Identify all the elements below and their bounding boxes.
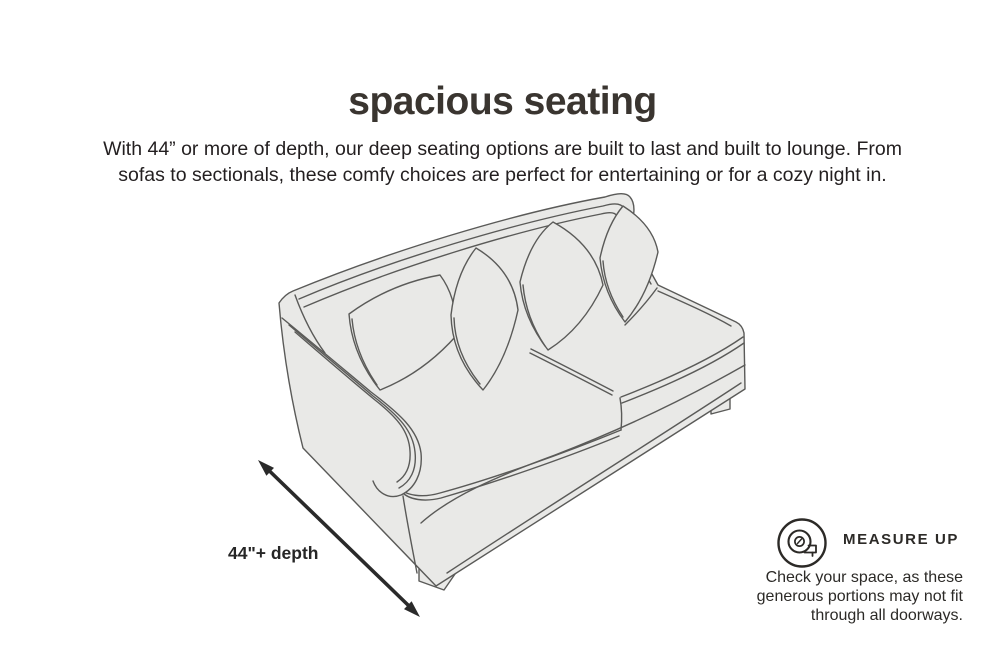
intro-text — [0, 136, 1005, 188]
measure-up-note — [735, 568, 963, 625]
measure-up-heading: MEASURE UP — [843, 531, 960, 548]
measure-note-line-3: through all doorways. — [810, 607, 963, 624]
sofa-line-art — [279, 194, 745, 590]
measure-note-line-2: generous portions may not fit — [756, 588, 963, 605]
page-title: spacious seating — [348, 80, 657, 124]
intro-line-1: With 44” or more of depth, our deep seating options are built to last and built to lounge. From — [103, 137, 902, 160]
tape-measure-icon — [775, 516, 829, 570]
intro-line-2: sofas to sectionals, these comfy choices are perfect for entertaining or for a cozy night in. — [118, 163, 887, 186]
dimension-label: 44"+ depth — [228, 543, 319, 563]
sofa-illustration — [225, 185, 795, 655]
measure-note-line-1: Check your space, as these — [765, 569, 963, 586]
